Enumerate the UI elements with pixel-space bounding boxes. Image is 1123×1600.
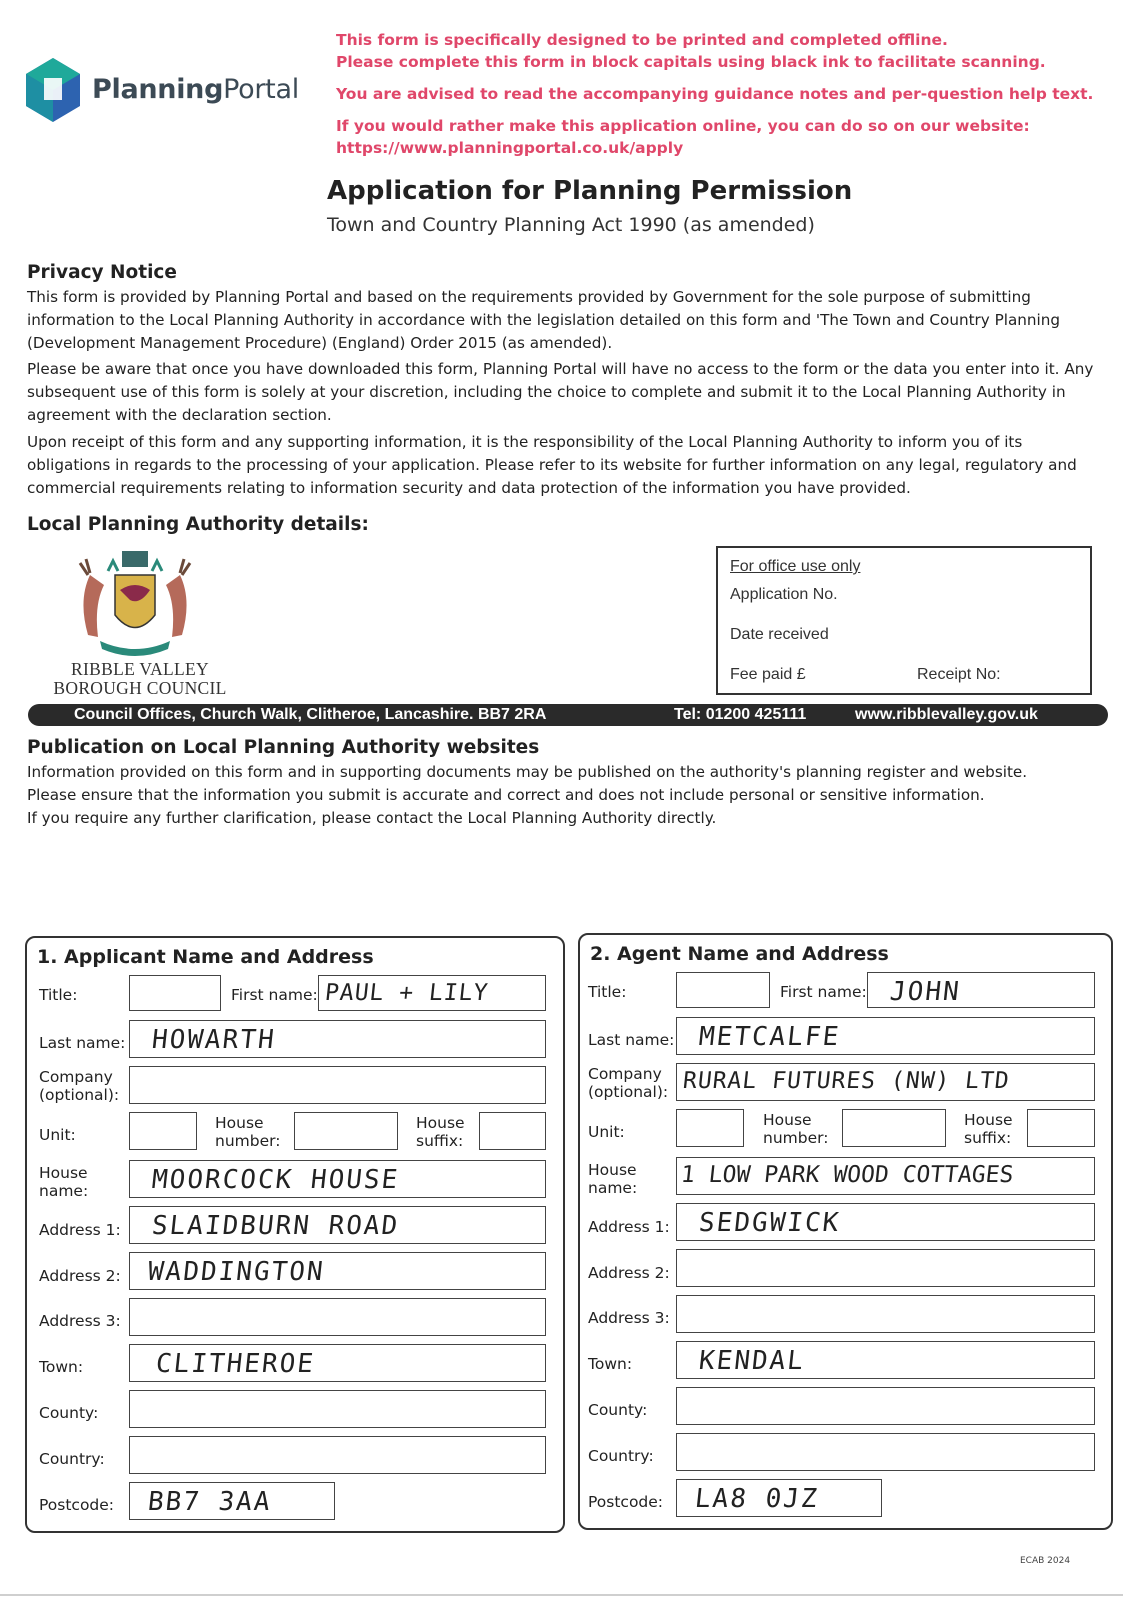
office-application-no: Application No. [730,586,838,603]
label-house-suffix: House suffix: [416,1114,465,1150]
applicant-unit-field[interactable] [129,1112,197,1150]
label-company: Company (optional): [588,1065,669,1101]
notice-line-2: Please complete this form in block capitals using black ink to facilitate scanning. [336,53,1046,71]
office-receipt-no: Receipt No: [917,666,1001,683]
privacy-paragraph-3: Upon receipt of this form and any supporting information, it is the responsibility of the Local Planning Authority to inform you of its obligations in regards to the processing of your application. Please refer to its website for further information on any legal, regulatory and commercial requirements relating to information security and data protection of the information you have provided. [27,433,1077,497]
label-county: County: [588,1401,648,1419]
planning-portal-logo [22,56,299,126]
applicant-address-1-field[interactable]: SLAIDBURN ROAD [129,1206,546,1244]
agent-panel [578,933,1113,1530]
council-name: RIBBLE VALLEY BOROUGH COUNCIL [53,659,227,698]
agent-address-2-field[interactable] [676,1249,1095,1287]
agent-county-field[interactable] [676,1387,1095,1425]
office-fee-paid: Fee paid £ [730,666,806,683]
ribble-valley-crest-icon [60,545,210,665]
logo-wordmark: PlanningPortal [92,74,299,105]
label-house-number: House number: [215,1114,281,1150]
agent-last-name-field[interactable]: METCALFE [676,1017,1095,1055]
applicant-postcode-field[interactable]: BB7 3AA [129,1482,335,1520]
applicant-address-2-field[interactable]: WADDINGTON [129,1252,546,1290]
label-address-1: Address 1: [588,1218,670,1236]
agent-heading: 2. Agent Name and Address [590,943,889,965]
label-unit: Unit: [39,1126,76,1144]
page-edge-divider [0,1594,1123,1596]
label-house-name: House name: [39,1164,89,1200]
label-town: Town: [588,1355,633,1373]
agent-country-field[interactable] [676,1433,1095,1471]
council-telephone: Tel: 01200 425111 [674,706,807,723]
council-website-link[interactable]: www.ribblevalley.gov.uk [855,706,1038,723]
agent-unit-field[interactable] [676,1109,744,1147]
applicant-heading: 1. Applicant Name and Address [37,946,374,968]
council-address: Council Offices, Church Walk, Clitheroe, Lancashire. BB7 2RA [74,706,547,723]
label-postcode: Postcode: [588,1493,664,1511]
apply-url-link[interactable]: https://www.planningportal.co.uk/apply [336,139,684,157]
page-title: Application for Planning Permission [327,176,853,206]
planning-portal-hexagon-icon [22,56,84,126]
label-title: Title: [39,986,78,1004]
page-subtitle: Town and Country Planning Act 1990 (as amended) [327,214,815,236]
applicant-house-name-field[interactable]: MOORCOCK HOUSE [129,1160,546,1198]
label-country: Country: [39,1450,105,1468]
label-first-name: First name: [231,986,318,1004]
label-house-number: House number: [763,1111,829,1147]
publication-heading: Publication on Local Planning Authority websites [27,737,540,758]
notice-line-3: You are advised to read the accompanying guidance notes and per-question help text. [336,85,1094,103]
label-address-3: Address 3: [588,1309,670,1327]
office-use-heading: For office use only [730,558,861,575]
label-company: Company (optional): [39,1068,120,1104]
privacy-paragraph-2: Please be aware that once you have downloaded this form, Planning Portal will have no access to the form or the data you enter into it. Any subsequent use of this form is solely at your discretion, including the choice to complete and submit it to the Local Planning Authority in agreement with the declaration section. [27,360,1094,424]
office-date-received: Date received [730,626,829,643]
agent-company-field[interactable]: RURAL FUTURES (NW) LTD [676,1063,1095,1101]
agent-first-name-field[interactable]: JOHN [867,972,1095,1008]
label-unit: Unit: [588,1123,625,1141]
label-title: Title: [588,983,627,1001]
label-first-name: First name: [780,983,867,1001]
publication-line-2: Please ensure that the information you submit is accurate and correct and does not include personal or sensitive information. [27,786,985,804]
council-contact-banner [28,704,1108,726]
label-last-name: Last name: [39,1034,126,1052]
agent-town-field[interactable]: KENDAL [676,1341,1095,1379]
agent-house-name-field[interactable]: 1 LOW PARK WOOD COTTAGES [676,1157,1095,1195]
label-postcode: Postcode: [39,1496,115,1514]
applicant-town-field[interactable]: CLITHEROE [129,1344,546,1382]
publication-line-3: If you require any further clarification, please contact the Local Planning Authority directly. [27,809,717,827]
notice-line-4: If you would rather make this application online, you can do so on our website: [336,117,1030,135]
label-address-2: Address 2: [588,1264,670,1282]
agent-title-field[interactable] [676,972,770,1008]
agent-house-number-field[interactable] [842,1109,946,1147]
label-country: Country: [588,1447,654,1465]
agent-house-suffix-field[interactable] [1027,1109,1095,1147]
agent-address-1-field[interactable]: SEDGWICK [676,1203,1095,1241]
label-address-1: Address 1: [39,1221,121,1239]
notice-line-1: This form is specifically designed to be printed and completed offline. [336,31,948,49]
applicant-title-field[interactable] [129,975,221,1011]
label-address-3: Address 3: [39,1312,121,1330]
applicant-panel [25,936,565,1533]
form-code: ECAB 2024 [1020,1556,1071,1566]
applicant-last-name-field[interactable]: HOWARTH [129,1020,546,1058]
applicant-county-field[interactable] [129,1390,546,1428]
applicant-company-field[interactable] [129,1066,546,1104]
applicant-house-suffix-field[interactable] [479,1112,546,1150]
lpa-heading: Local Planning Authority details: [27,514,369,535]
publication-line-1: Information provided on this form and in supporting documents may be published on the authority's planning register and website. [27,763,1028,781]
label-house-name: House name: [588,1161,638,1197]
applicant-first-name-field[interactable]: PAUL + LILY [318,975,546,1011]
agent-address-3-field[interactable] [676,1295,1095,1333]
label-address-2: Address 2: [39,1267,121,1285]
applicant-country-field[interactable] [129,1436,546,1474]
applicant-address-3-field[interactable] [129,1298,546,1336]
privacy-paragraph-1: This form is provided by Planning Portal and based on the requirements provided by Government for the sole purpose of submitting information to the Local Planning Authority in accordance with the legislation detailed on this form and 'The Town and Country Planning (Development Management Procedure) (England) Order 2015 (as amended). [27,288,1061,352]
label-last-name: Last name: [588,1031,675,1049]
label-county: County: [39,1404,99,1422]
label-town: Town: [39,1358,84,1376]
privacy-heading: Privacy Notice [27,262,177,283]
label-house-suffix: House suffix: [964,1111,1013,1147]
agent-postcode-field[interactable]: LA8 0JZ [676,1479,882,1517]
office-use-box [716,546,1092,695]
applicant-house-number-field[interactable] [294,1112,398,1150]
